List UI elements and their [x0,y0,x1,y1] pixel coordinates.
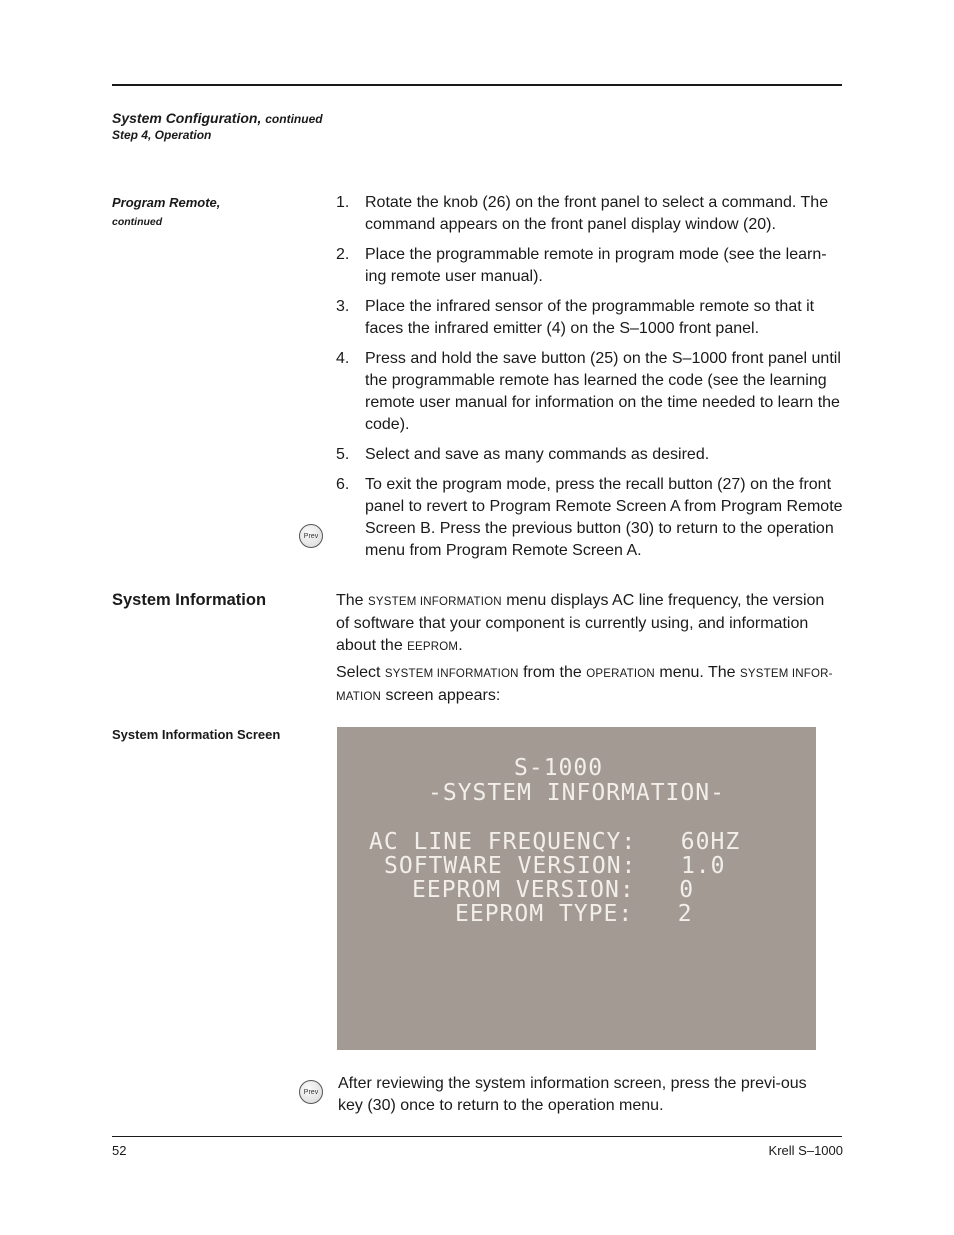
section-title-continued: continued [265,112,323,126]
section-step: Step 4, Operation [112,128,212,142]
system-information-heading: System Information [112,591,267,609]
screen-line-eeprom-type: EEPROM TYPE: 2 [455,901,693,927]
menu-name: SYSTEM INFORMATION [384,668,519,680]
step-item [336,444,846,466]
footer-rule [112,1136,842,1137]
screen-line-software-version: SOFTWARE VERSION: 1.0 [384,853,726,879]
step-text: Select and save as many commands as desired. [365,446,710,463]
menu-name: SYSTEM INFOR-MATION [336,668,833,703]
system-information-description [336,590,841,658]
text-run: menu. The [654,664,741,681]
text-run: menu displays AC line frequency, the version of software that your component is currently using, and information about the [336,592,825,654]
section-title-text: System Configuration, [112,110,262,126]
screen-line-title: -SYSTEM INFORMATION- [428,780,725,806]
program-remote-steps [336,192,846,570]
prev-key-icon: Prev [299,524,323,548]
product-name: Krell S–1000 [768,1143,843,1158]
figure-label: System Information Screen [112,727,281,742]
step-number: 4. [336,350,350,367]
section-title [112,110,323,126]
step-number: 2. [336,246,350,263]
prev-key-icon: Prev [299,1080,323,1104]
text-run: from the [518,664,587,681]
screen-line-eeprom-version: EEPROM VERSION: 0 [412,877,695,903]
after-review-instruction: After reviewing the system information screen, press the previ-ous key (30) once to return to the operation menu. [338,1075,807,1114]
step-text: Place the programmable remote in program mode (see the learn-ing remote user manual). [365,246,827,285]
step-text: Press and hold the save button (25) on the S–1000 front panel until the programmable remote has learned the code (see the learning remote user manual for information on the time needed to learn the code). [365,350,841,433]
step-number: 6. [336,476,350,493]
step-text: Place the infrared sensor of the programmable remote so that it faces the infrared emitter (4) on the S–1000 front panel. [365,298,815,337]
header-rule [112,84,842,86]
screen-line-ac-frequency: AC LINE FREQUENCY: 60HZ [369,829,741,855]
step-text: Rotate the knob (26) on the front panel to select a command. The command appears on the front panel display window (20). [365,194,829,233]
menu-name: EEPROM [407,641,459,653]
text-run: Select [336,664,385,681]
menu-name: SYSTEM INFORMATION [368,596,502,608]
step-number: 1. [336,194,350,211]
screen-line-model: S-1000 [514,755,604,781]
step-number: 5. [336,446,350,463]
step-text: To exit the program mode, press the recall button (27) on the front panel to revert to Program Remote Screen A from Program Remote Screen B. Press the previous button (30) to return to the operation menu from Program Remote Screen A. [365,476,843,559]
program-remote-continued: continued [112,216,163,228]
step-item [336,348,846,436]
program-remote-label: Program Remote, [112,195,221,210]
step-item [336,244,846,288]
step-number: 3. [336,298,350,315]
text-run: . [458,637,463,654]
step-item [336,192,846,236]
page-number: 52 [112,1143,127,1158]
text-run: screen appears: [381,687,501,704]
system-information-instruction [336,662,841,708]
text-run: The [336,592,369,609]
step-item [336,296,846,340]
menu-name: OPERATION [586,668,655,680]
step-item [336,474,846,562]
system-information-screen [337,727,816,1050]
